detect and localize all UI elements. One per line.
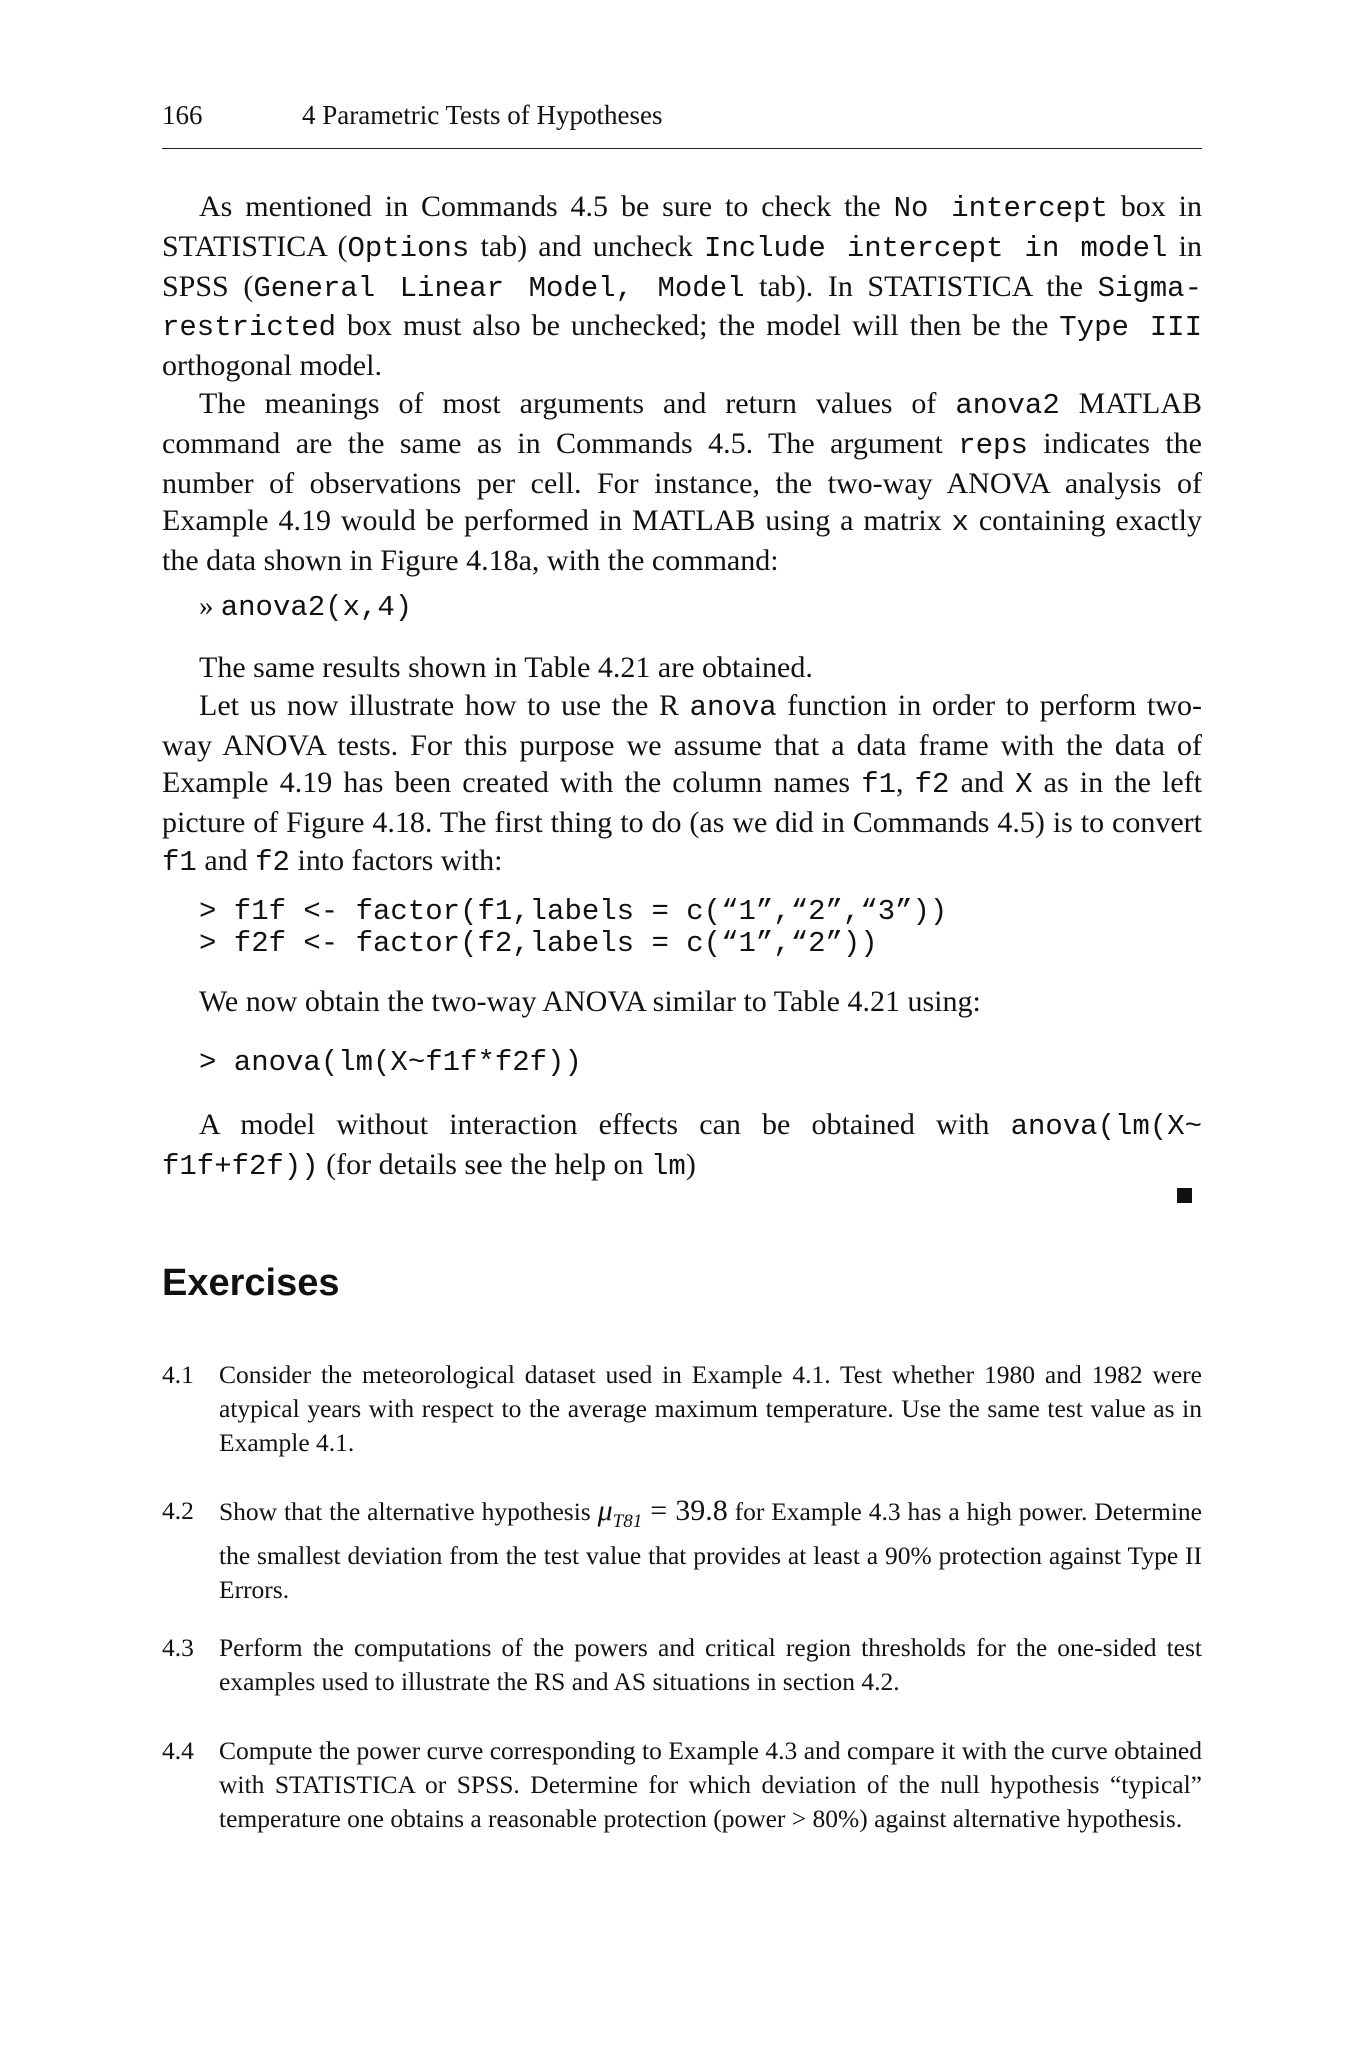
chapter-title: 4 Parametric Tests of Hypotheses: [302, 100, 663, 130]
code-sigma-restricted: Sigma-restricted: [162, 271, 1202, 345]
math-mu: μ: [597, 1494, 613, 1527]
code-f1: f1: [861, 768, 897, 802]
code-x: x: [951, 506, 969, 540]
matlab-prompt: »: [199, 590, 214, 622]
exercise-text: [219, 1494, 1202, 1607]
exercise-number: 4.1: [162, 1360, 194, 1389]
text-run: tab). In STATISTICA the: [744, 269, 1098, 303]
page-number: 166: [162, 100, 203, 130]
body-text-no-interaction: [162, 1106, 1202, 1186]
end-of-example-square: [1177, 1188, 1192, 1203]
exercise-number: 4.3: [162, 1633, 194, 1662]
code-r-anova-lm: > anova(lm(X~f1f*f2f)): [199, 1046, 582, 1079]
code-anova: anova: [689, 690, 777, 724]
text-run: box must also be unchecked; the model will then be the: [336, 309, 1060, 343]
code-f2: f2: [255, 845, 290, 879]
text-run: MATLAB command are the same as in Commands 4.5. The argument: [162, 386, 1203, 460]
paragraph-two-way-anova: We now obtain the two-way ANOVA similar to Table 4.21 using:: [199, 985, 981, 1018]
running-header: [162, 100, 1202, 150]
math-value: = 39.8: [642, 1494, 728, 1527]
code-lm: lm: [651, 1149, 686, 1183]
paragraph-statistica-spss: [162, 188, 1202, 385]
exercise-text: Consider the meteorological dataset used in Example 4.1. Test whether 1980 and 1982 were atypical years with respect to the average maximum temperature. Use the same test value as in Example 4.1.: [219, 1360, 1202, 1457]
code-reps: reps: [958, 428, 1028, 462]
code-type-iii: Type III: [1059, 311, 1202, 345]
paragraph-matlab-anova2: [162, 385, 1202, 580]
body-text-top: [162, 188, 1202, 580]
code-X: X: [1015, 768, 1033, 802]
code-r-factor-f2: > f2f <- factor(f2,labels = c(“1”,“2”)): [199, 927, 878, 960]
code-options: Options: [347, 231, 470, 265]
math-subscript: T81: [612, 1511, 643, 1532]
exercise-item: [162, 1494, 1202, 1607]
text-run: as in the left picture of Figure 4.18. The first thing to do (as we did in Commands 4.5) is to convert: [162, 766, 1202, 840]
text-run: box in STATISTICA (: [162, 190, 1202, 263]
exercise-number: 4.4: [162, 1736, 194, 1765]
exercises-heading: Exercises: [162, 1262, 340, 1304]
matlab-command-text: anova2(x,4): [220, 591, 413, 624]
code-f1: f1: [162, 845, 197, 879]
text-run: The meanings of most arguments and return values of: [199, 386, 956, 420]
paragraph-same-results: The same results shown in Table 4.21 are obtained.: [199, 651, 813, 684]
text-run: and: [196, 843, 256, 877]
text-run: function in order to perform two-way ANOVA tests. For this purpose we assume that a data frame with the data of Example 4.19 has been created with the column names: [162, 688, 1203, 800]
text-run: for Example 4.3 has a high power. Determine the smallest deviation from the test value that provides at least a 90% protection against Type II Errors.: [219, 1497, 1202, 1604]
code-anova2: anova2: [955, 388, 1060, 422]
exercise-item: [162, 1358, 1202, 1460]
code-glm-model: General Linear Model, Model: [253, 271, 745, 305]
code-f2: f2: [914, 768, 950, 802]
exercise-text: Compute the power curve corresponding to Example 4.3 and compare it with the curve obtained with STATISTICA or SPSS. Determine for which deviation of the null hypothesis “typical” temperature one obtains a reasonable protection (power > 80%) against alternative hypothesis.: [219, 1736, 1202, 1833]
text-run: in SPSS (: [162, 229, 1202, 303]
text-run: ): [685, 1147, 696, 1181]
text-run: tab) and uncheck: [469, 229, 704, 263]
code-r-factor-f1: > f1f <- factor(f1,labels = c(“1”,“2”,“3”)): [199, 895, 948, 928]
text-run: Let us now illustrate how to use the R: [199, 688, 690, 722]
text-run: indicates the number of observations per cell. For instance, the two-way ANOVA analysis of Example 4.19 would be performed in MATLAB using a matrix: [162, 426, 1202, 538]
text-run: As mentioned in Commands 4.5 be sure to check the: [199, 190, 894, 223]
paragraph-r-anova: [162, 687, 1202, 882]
exercise-item: [162, 1734, 1202, 1836]
exercise-text: Perform the computations of the powers and critical region thresholds for the one-sided test examples used to illustrate the RS and AS situations in section 4.2.: [219, 1633, 1202, 1696]
text-run: containing exactly the data shown in Figure 4.18a, with the command:: [162, 504, 1202, 578]
code-anova-lm-additive: anova(lm(X~ f1f+f2f)): [162, 1110, 1202, 1183]
code-matlab-command: [199, 590, 412, 624]
body-text-r-anova: [162, 983, 1202, 1021]
header-rule: [162, 148, 1202, 149]
text-run: ,: [896, 766, 915, 800]
text-run: (for details see the help on: [318, 1147, 652, 1181]
code-include-intercept: Include intercept in model: [703, 231, 1168, 265]
paragraph-no-interaction: [162, 1106, 1202, 1186]
code-no-intercept: No intercept: [893, 192, 1108, 225]
exercise-number: 4.2: [162, 1496, 194, 1525]
body-text-middle: [162, 649, 1202, 882]
text-run: A model without interaction effects can be obtained with: [199, 1108, 1011, 1141]
text-run: Show that the alternative hypothesis: [219, 1497, 598, 1526]
text-run: and: [949, 766, 1016, 800]
math-formula: [597, 1494, 728, 1532]
exercise-item: [162, 1631, 1202, 1699]
text-run: into factors with:: [289, 843, 503, 877]
text-run: orthogonal model.: [162, 349, 382, 383]
